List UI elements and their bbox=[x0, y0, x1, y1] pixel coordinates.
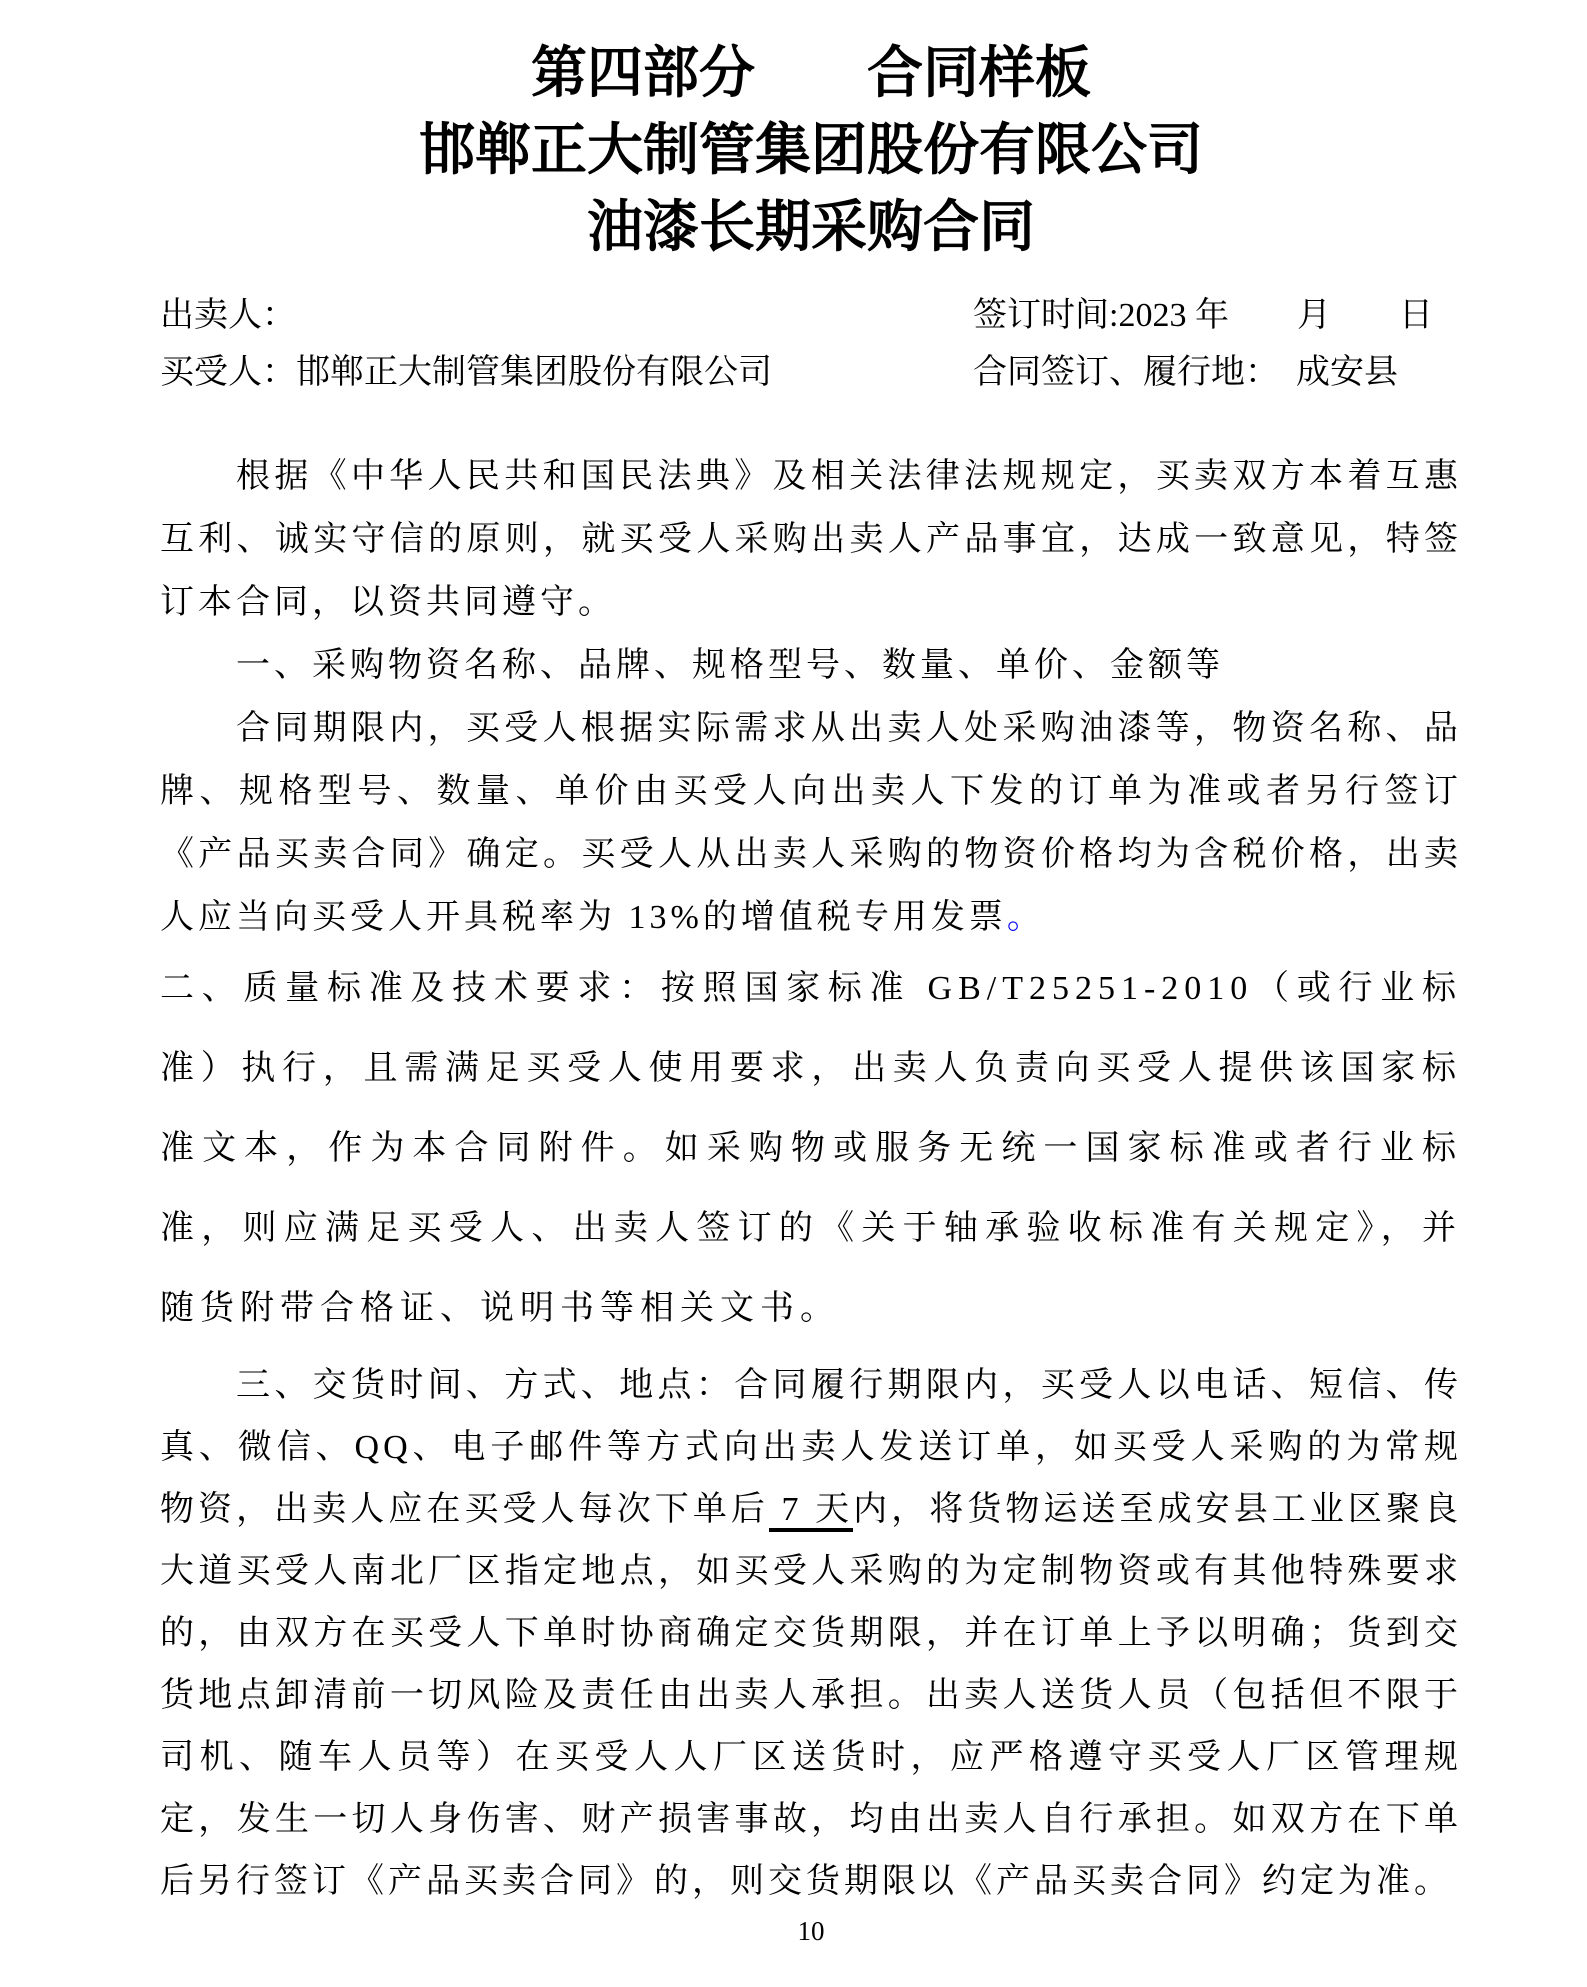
header-row-buyer bbox=[160, 344, 1462, 401]
section3-text-after-days: 内，将货物运送至成安县工业区聚良大道买受人南北厂区指定地点，如买受人采购的为定制物资或有其他特殊要求的，由双方在买受人下单时协商确定交货期限，并在订单上予以明确；货到交货地点卸清前一切风险及责任由出卖人承担。出卖人送货人员（包括但不限于司机、随车人员等）在买受人人厂区送货时，应严格遵守买受人厂区管理规定，发生一切人身伤害、财产损害事故，均由出卖人自行承担。如双方在下单后另行签订《产品买卖合同》的，则交货期限以《产品买卖合同》约定为准。 bbox=[160, 1491, 1463, 1900]
document-title-block bbox=[160, 36, 1462, 267]
section1-blue-period: 。 bbox=[1006, 899, 1045, 936]
document-title-contract: 油漆长期采购合同 bbox=[587, 197, 1035, 259]
header-row-seller bbox=[160, 287, 1462, 344]
sign-place-label: 合同签订、履行地： 成安县 bbox=[973, 354, 1398, 391]
contract-header-block bbox=[160, 287, 1462, 401]
delivery-days-underlined: 7 天 bbox=[769, 1491, 853, 1532]
section2-text: 二、质量标准及技术要求：按照国家标准 GB/T25251-2010（或行业标准）执行，且需满足买受人使用要求，出卖人负责向买受人提供该国家标准文本，作为本合同附件。如采购物或服务无统一国家标准或者行业标准，则应满足买受人、出卖人签订的《关于轴承验收标准有关规定》，并随货附带合格证、说明书等相关文书。 bbox=[160, 970, 1462, 1327]
section3-paragraph bbox=[160, 1355, 1462, 1913]
section2-paragraph bbox=[160, 949, 1462, 1349]
section1-text: 合同期限内，买受人根据实际需求从出卖人处采购油漆等，物资名称、品牌、规格型号、数量、单价由买受人向出卖人下发的订单为准或者另行签订《产品买卖合同》确定。买受人从出卖人采购的物资价格均为含税价格，出卖人应当向买受人开具税率为 13%的增值税专用发票 bbox=[160, 710, 1462, 936]
sign-time-label: 签订时间:2023 年 月 日 bbox=[973, 297, 1433, 334]
buyer-label: 买受人：邯郸正大制管集团股份有限公司 bbox=[160, 354, 772, 391]
document-title-company: 邯郸正大制管集团股份有限公司 bbox=[419, 120, 1203, 182]
document-title-part: 第四部分 合同样板 bbox=[531, 43, 1091, 105]
section1-heading bbox=[160, 634, 1462, 697]
seller-label: 出卖人： bbox=[160, 297, 296, 334]
intro-text: 根据《中华人民共和国民法典》及相关法律法规规定，买卖双方本着互惠互利、诚实守信的原则，就买受人采购出卖人产品事宜，达成一致意见，特签订本合同，以资共同遵守。 bbox=[160, 458, 1462, 621]
page-number: 10 bbox=[797, 1916, 825, 1946]
intro-paragraph bbox=[160, 445, 1462, 634]
section1-paragraph bbox=[160, 697, 1462, 949]
section3-text-before-days: 三、交货时间、方式、地点：合同履行期限内，买受人以电话、短信、传真、微信、QQ、电子邮件等方式向出卖人发送订单，如买受人采购的为常规物资，出卖人应在买受人每次下单后 bbox=[160, 1367, 1462, 1528]
section1-heading-text: 一、采购物资名称、品牌、规格型号、数量、单价、金额等 bbox=[236, 647, 1224, 684]
